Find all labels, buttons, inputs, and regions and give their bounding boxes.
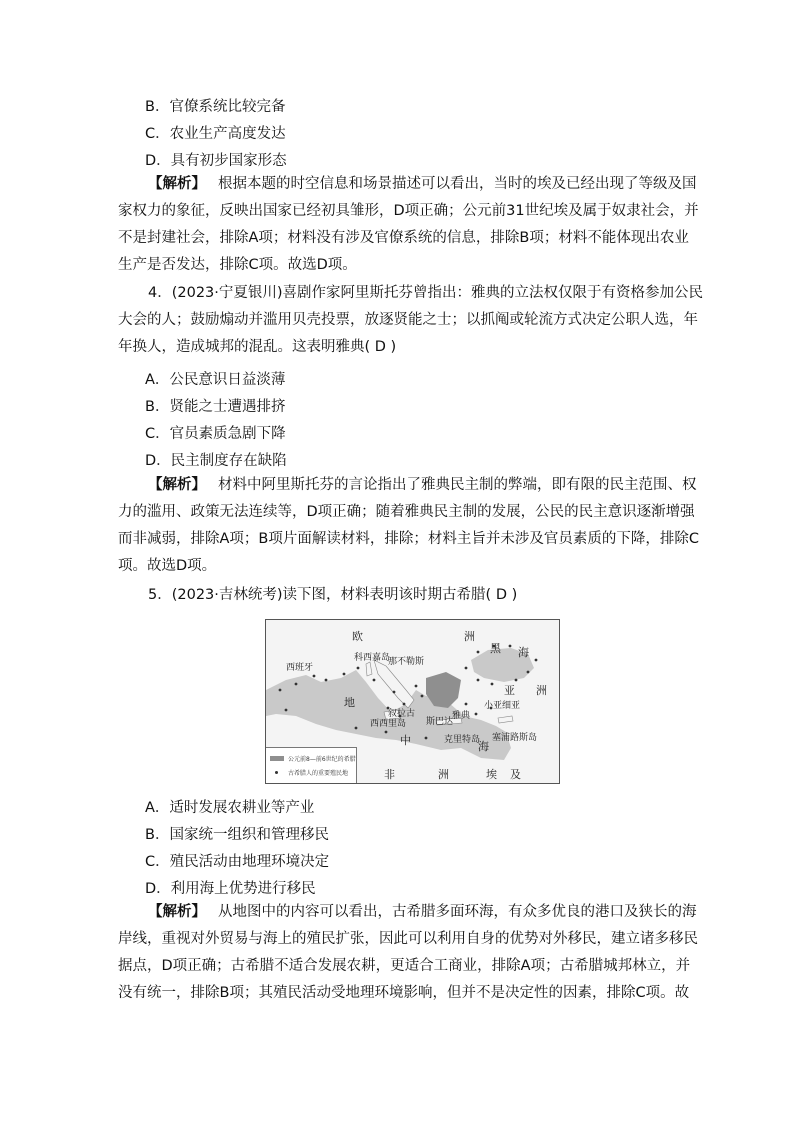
analysis-text: 不是封建社会，排除A项；材料没有涉及官僚系统的信息，排除B项；材料不能体现出农业 [118, 230, 689, 246]
legend-colony-label: 古希腊人的重要殖民地 [288, 770, 349, 777]
legend-area-label: 公元前8—前6世纪的希腊 [288, 756, 356, 763]
label-black-1: 黑 [490, 642, 501, 655]
label-med-2: 中 [400, 734, 411, 747]
q4-option-a: A．公民意识日益淡薄 [145, 372, 286, 388]
analysis-tag: 【解析】 [148, 477, 206, 493]
analysis-text: 岸线，重视对外贸易与海上的殖民扩张，因此可以利用自身的优势对外移民，建立诸多移民 [118, 931, 698, 947]
analysis-text: 没有统一，排除B项；其殖民活动受地理环境影响，但并不是决定性的因素，排除C项。故 [118, 985, 690, 1001]
mediterranean-map [265, 619, 560, 784]
label-asia-minor: 小亚细亚 [484, 701, 521, 711]
q4-option-b: B．贤能之士遭遇排挤 [145, 399, 286, 415]
q3-analysis [118, 171, 699, 279]
analysis-text: 材料中阿里斯托芬的言论指出了雅典民主制的弊端，即有限的民主范围、权 [218, 477, 697, 493]
label-cyprus: 塞浦路斯岛 [492, 733, 538, 743]
q3-option-d: D．具有初步国家形态 [145, 153, 287, 169]
label-europe-2: 洲 [464, 630, 475, 643]
q5-analysis [118, 899, 698, 1007]
analysis-text: 力的滥用、政策无法连续等，D项正确；随着雅典民主制的发展，公民的民主意识逐渐增强 [118, 504, 695, 520]
question-text: 4．(2023·宁夏银川)喜剧作家阿里斯托芬曾指出：雅典的立法权仅限于有资格参加公民 [148, 285, 704, 301]
question-text: 5．(2023·吉林统考)读下图，材料表明该时期古希腊( D ) [148, 587, 518, 603]
label-sicily: 西西里岛 [370, 719, 407, 729]
analysis-text: 而非减弱，排除A项；B项片面解读材料，排除；材料主旨并未涉及官员素质的下降，排除C [118, 531, 699, 547]
label-naples: 那不勒斯 [388, 657, 425, 667]
q5-option-d: D．利用海上优势进行移民 [145, 881, 316, 897]
label-syracuse: 叙拉古 [388, 709, 416, 719]
map-legend [266, 747, 357, 784]
label-egypt-1: 埃 [486, 768, 497, 781]
label-egypt-2: 及 [510, 768, 521, 781]
label-med-1: 地 [344, 696, 355, 709]
label-corsica: 科西嘉岛 [354, 653, 391, 663]
label-asia-2: 洲 [536, 684, 547, 697]
q4-analysis [118, 472, 699, 580]
label-asia-1: 亚 [504, 684, 515, 697]
label-africa-2: 洲 [438, 768, 449, 781]
label-athens: 雅典 [452, 711, 471, 721]
analysis-text: 家权力的象征，反映出国家已经初具雏形，D项正确；公元前31世纪埃及属于奴隶社会，并 [118, 203, 699, 219]
analysis-tag: 【解析】 [148, 176, 206, 192]
analysis-text: 项。故选D项。 [118, 558, 217, 574]
analysis-tag: 【解析】 [148, 904, 206, 920]
analysis-text: 据点，D项正确；古希腊不适合发展农耕，更适合工商业，排除A项；古希腊城邦林立，并 [118, 958, 691, 974]
q5-option-b: B．国家统一组织和管理移民 [145, 827, 329, 843]
q4-stem [118, 280, 704, 361]
q5-stem [118, 585, 517, 605]
question-text: 大会的人；鼓励煽动并滥用贝壳投票，放逐贤能之士；以抓阄或轮流方式决定公职人选，年 [118, 312, 698, 328]
question-text: 年换人，造成城邦的混乱。这表明雅典( D ) [118, 339, 397, 355]
label-spain: 西班牙 [286, 663, 314, 673]
analysis-text: 根据本题的时空信息和场景描述可以看出，当时的埃及已经出现了等级及国 [218, 176, 697, 192]
label-crete: 克里特岛 [444, 735, 481, 745]
analysis-text: 从地图中的内容可以看出，古希腊多面环海，有众多优良的港口及狭长的海 [218, 904, 697, 920]
legend-colony-dot [275, 771, 278, 774]
q5-option-c: C．殖民活动由地理环境决定 [145, 854, 330, 870]
label-sparta: 斯巴达 [426, 717, 454, 727]
q5-option-a: A．适时发展农耕业等产业 [145, 800, 315, 816]
q3-option-b: B．官僚系统比较完备 [145, 99, 286, 115]
label-med-3: 海 [478, 740, 489, 753]
label-black-2: 海 [518, 646, 529, 659]
label-europe-1: 欧 [352, 630, 363, 643]
q4-option-d: D．民主制度存在缺陷 [145, 453, 287, 469]
legend-area-swatch [270, 756, 284, 761]
label-africa-1: 非 [384, 768, 395, 781]
analysis-text: 生产是否发达，排除C项。故选D项。 [118, 257, 357, 273]
q4-option-c: C．官员素质急剧下降 [145, 426, 286, 442]
q3-option-c: C．农业生产高度发达 [145, 126, 286, 142]
